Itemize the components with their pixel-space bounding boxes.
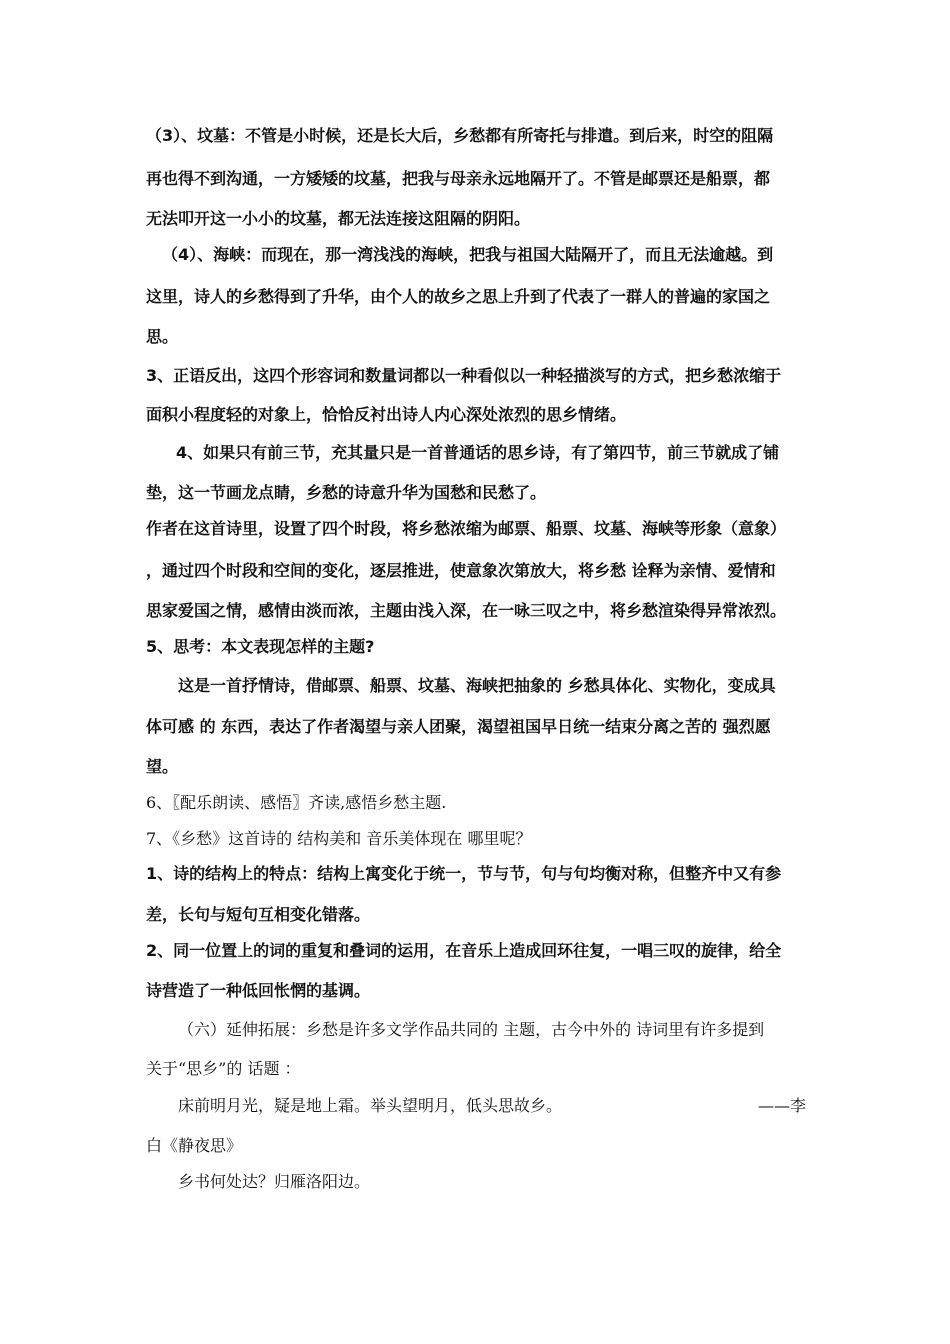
paragraph-line: 望。 xyxy=(146,757,179,776)
poem-quote-line xyxy=(178,1096,806,1116)
poem-line: 乡书何处达？归雁洛阳边。 xyxy=(178,1172,371,1191)
paragraph-line: 无法叩开这一小小的坟墓，都无法连接这阻隔的阴阳。 xyxy=(146,209,531,228)
paragraph-line: 再也得不到沟通，一方矮矮的坟墓，把我与母亲永远地隔开了。不管是邮票还是船票，都 xyxy=(146,169,771,188)
paragraph-line: 垫，这一节画龙点睛，乡愁的诗意升华为国愁和民愁了。 xyxy=(146,483,547,502)
paragraph-line: （3）、坟墓：不管是小时候，还是长大后，乡愁都有所寄托与排遣。到后来，时空的阻隔 xyxy=(146,126,774,145)
paragraph-line: 差，长句与短句互相变化错落。 xyxy=(146,905,371,924)
paragraph-line: 思。 xyxy=(146,327,179,346)
poem-attribution: ——李 xyxy=(757,1096,806,1115)
paragraph-line: 思家爱国之情，感情由淡而浓，主题由浅入深，在一咏三叹之中，将乡愁渲染得异常浓烈。 xyxy=(146,601,787,620)
paragraph-line: 面积小程度轻的对象上，恰恰反衬出诗人内心深处浓烈的思乡情绪。 xyxy=(146,405,627,424)
paragraph-line: 诗营造了一种低回怅惘的基调。 xyxy=(146,981,371,1000)
paragraph-line: ，通过四个时段和空间的变化，逐层推进，使意象次第放大，将乡愁 诠释为亲情、爱情和 xyxy=(146,561,776,580)
poem-source: 白《静夜思》 xyxy=(146,1136,243,1155)
paragraph-line: 这里，诗人的乡愁得到了升华，由个人的故乡之思上升到了代表了一群人的普遍的家国之 xyxy=(146,287,771,306)
paragraph-line: 4、如果只有前三节，充其量只是一首普通话的思乡诗，有了第四节，前三节就成了铺 xyxy=(176,443,780,462)
paragraph-line: 关于“思乡”的 话题 ： xyxy=(146,1059,301,1078)
paragraph-line: （六）延伸拓展：乡愁是许多文学作品共同的 主题，古今中外的 诗词里有许多提到 xyxy=(178,1020,765,1039)
paragraph-line: 6、〖配乐朗读、感悟〗齐读,感悟乡愁主题. xyxy=(146,793,447,812)
paragraph-line: 2、同一位置上的词的重复和叠词的运用，在音乐上造成回环往复，一唱三叹的旋律，给全 xyxy=(146,941,782,960)
poem-line: 床前明月光，疑是地上霜。举头望明月，低头思故乡。 xyxy=(178,1096,563,1115)
paragraph-line: （4）、海峡：而现在，那一湾浅浅的海峡，把我与祖国大陆隔开了，而且无法逾越。到 xyxy=(162,245,774,264)
paragraph-line: 3、正语反出，这四个形容词和数量词都以一种看似以一种轻描淡写的方式，把乡愁浓缩于 xyxy=(146,366,782,385)
paragraph-line: 7、《乡愁》这首诗的 结构美和 音乐美体现在 哪里呢？ xyxy=(146,829,532,848)
paragraph-line: 这是一首抒情诗，借邮票、船票、坟墓、海峡把抽象的 乡愁具体化、实物化，变成具 xyxy=(178,676,776,695)
paragraph-line: 5、思考：本文表现怎样的主题? xyxy=(146,637,375,656)
paragraph-line: 体可感 的 东西，表达了作者渴望与亲人团聚，渴望祖国早日统一结束分离之苦的 强烈愿 xyxy=(146,717,771,736)
paragraph-line: 作者在这首诗里，设置了四个时段，将乡愁浓缩为邮票、船票、坟墓、海峡等形象（意象） xyxy=(146,519,787,538)
paragraph-line: 1、诗的结构上的特点：结构上寓变化于统一，节与节，句与句均衡对称，但整齐中又有参 xyxy=(146,864,782,883)
